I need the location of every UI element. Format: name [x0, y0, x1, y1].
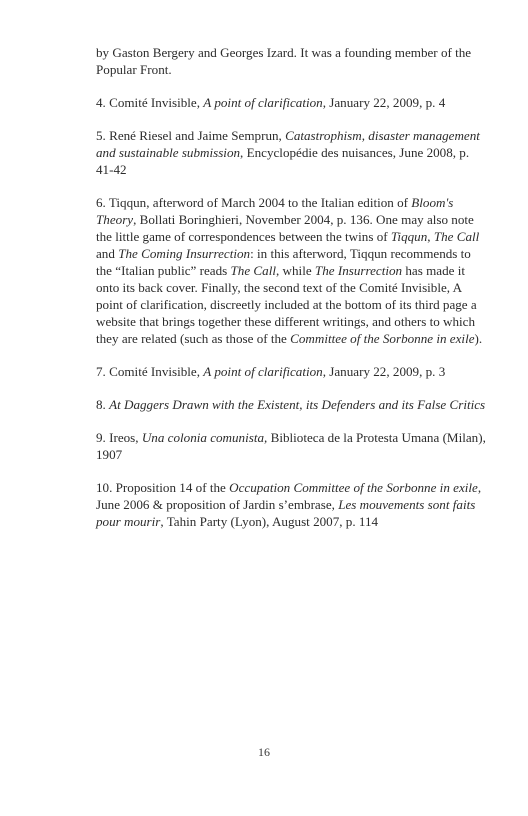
endnote-title: At Daggers Drawn with the Existent, its Defenders and its False Critics [109, 397, 486, 412]
endnote-title: Occupation Committee of the Sorbonne in exile [229, 480, 478, 495]
endnote-text: , Tahin Party (Lyon), August 2007, p. 114 [160, 514, 379, 529]
endnote-9 [96, 429, 488, 463]
endnote-title: A point of clarification [203, 364, 323, 379]
endnote-text: 5. René Riesel and Jaime Semprun, [96, 128, 286, 143]
endnote-title: Committee of the Sorbonne in exile [290, 331, 475, 346]
endnote-5 [96, 127, 488, 178]
endnote-6 [96, 194, 488, 347]
endnote-text: , June 2006 & proposition of Jardin s’embrase, [96, 480, 482, 512]
endnote-text: has made it onto its back cover. Finally, the second text of the Comité Invisible, A point of clarification, discreetly included at the bottom of its third page a website that brings together these different writings, and others to which they are related (such as those of the [96, 263, 477, 346]
endnote-title: Bloom's Theory [96, 195, 454, 227]
endnote-text: 9. Ireos, [96, 430, 142, 445]
endnote-8 [96, 396, 488, 413]
endnote-7 [96, 363, 488, 380]
endnote-text: , January 22, 2009, p. 4 [322, 95, 446, 110]
endnote-10 [96, 479, 488, 530]
endnote-3-continued: by Gaston Bergery and Georges Izard. It was a founding member of the Popular Front. [96, 45, 472, 77]
endnote-title: The Call [433, 229, 480, 244]
endnote-text: , Bollati Boringhieri, November 2004, p. 136. One may also note the little game of correspondences between the twins of [96, 212, 474, 244]
endnote-title: A point of clarification [203, 95, 323, 110]
endnote-title: Catastrophism, disaster management and sustainable submission [96, 128, 480, 160]
endnote-text: 4. Comité Invisible, [96, 95, 204, 110]
endnote-text: and [96, 246, 119, 261]
endnote-title: The Coming Insurrection [118, 246, 251, 261]
endnote-text: , [427, 229, 434, 244]
endnotes [96, 44, 488, 530]
endnote-text: , Encyclopédie des nuisances, June 2008, p. 41-42 [96, 145, 470, 177]
endnote-text: 6. Tiqqun, afterword of March 2004 to the Italian edition of [96, 195, 412, 210]
endnote-title: Una colonia comunista, [141, 430, 268, 445]
page-number: 16 [258, 745, 270, 759]
endnote-text: , January 22, 2009, p. 3 [322, 364, 446, 379]
endnote-text: 7. Comité Invisible, [96, 364, 204, 379]
endnote-text: ). [474, 331, 483, 346]
endnote-title: The Insurrection [314, 263, 403, 278]
endnote-title: Tiqqun [390, 229, 428, 244]
endnote-text: 10. Proposition 14 of the [96, 480, 230, 495]
endnote-text: : in this afterword, Tiqqun recommends to the “Italian public” reads [96, 246, 471, 278]
endnote-text: 8. [96, 397, 110, 412]
endnote-4 [96, 94, 488, 111]
endnote-title: The Call [230, 263, 276, 278]
endnote-text: , while [276, 263, 315, 278]
endnote-text: Biblioteca de la Protesta Umana (Milan), 1907 [96, 430, 486, 462]
endnote-title: Les mouvements sont faits pour mourir [96, 497, 476, 529]
